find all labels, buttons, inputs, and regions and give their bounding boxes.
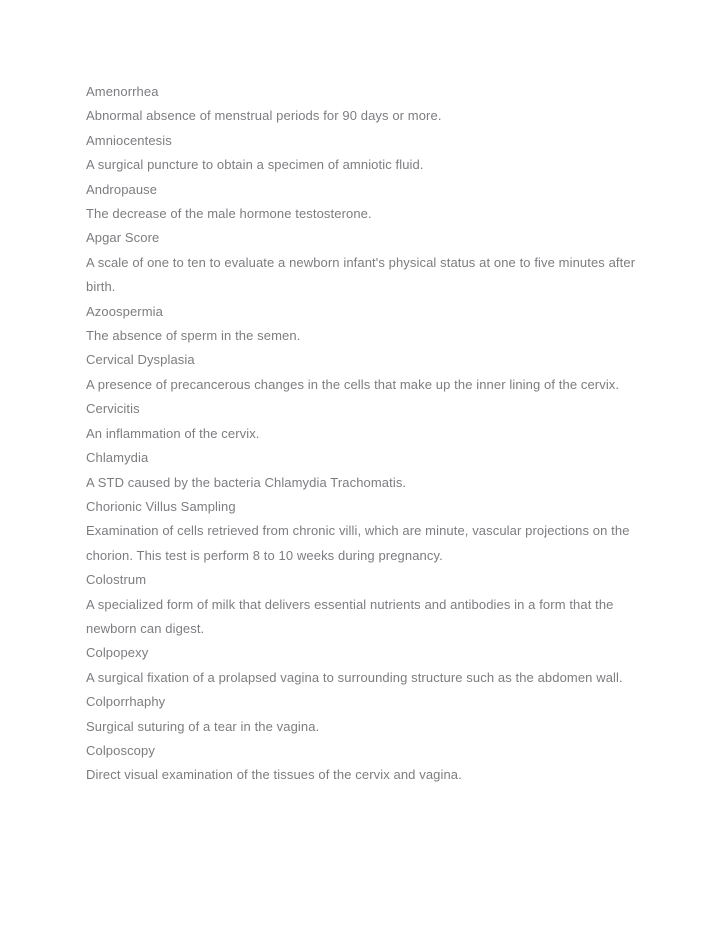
glossary-term: Colpopexy bbox=[86, 645, 149, 661]
glossary-term: Chorionic Villus Sampling bbox=[86, 498, 236, 514]
glossary-definition: Examination of cells retrieved from chronic villi, which are minute, vascular projections on the chorion. This test is perform 8 to 10 weeks during pregnancy. bbox=[86, 523, 630, 563]
glossary-term: Colposcopy bbox=[86, 742, 155, 758]
glossary-entry bbox=[86, 568, 639, 641]
glossary-entry bbox=[86, 495, 639, 568]
glossary-entry bbox=[86, 129, 639, 178]
glossary-term: Andropause bbox=[86, 181, 158, 197]
glossary-term: Apgar Score bbox=[86, 230, 160, 246]
glossary-entry bbox=[86, 80, 639, 129]
glossary-definition: Direct visual examination of the tissues of the cervix and vagina. bbox=[86, 767, 462, 783]
glossary-entry bbox=[86, 739, 639, 788]
glossary-term: Amenorrhea bbox=[86, 84, 159, 99]
glossary-definition: A specialized form of milk that delivers essential nutrients and antibodies in a form that the newborn can digest. bbox=[86, 596, 614, 636]
glossary-definition: A surgical puncture to obtain a specimen of amniotic fluid. bbox=[86, 157, 424, 173]
glossary-definition: A presence of precancerous changes in the cells that make up the inner lining of the cervix. bbox=[86, 376, 620, 392]
glossary-term: Azoospermia bbox=[86, 303, 163, 319]
glossary-term: Amniocentesis bbox=[86, 132, 172, 148]
glossary-definition: A surgical fixation of a prolapsed vagina to surrounding structure such as the abdomen wall. bbox=[86, 669, 623, 685]
glossary-definition: Abnormal absence of menstrual periods for 90 days or more. bbox=[86, 108, 442, 124]
glossary-term: Colporrhaphy bbox=[86, 694, 166, 710]
glossary-definition: The absence of sperm in the semen. bbox=[86, 328, 301, 344]
glossary-definition: A scale of one to ten to evaluate a newborn infant's physical status at one to five minutes after birth. bbox=[86, 254, 636, 295]
glossary-term: Cervicitis bbox=[86, 401, 140, 417]
glossary-entry bbox=[86, 446, 639, 495]
glossary-entry bbox=[86, 300, 639, 349]
glossary-entry bbox=[86, 641, 639, 690]
glossary-entry bbox=[86, 178, 639, 227]
glossary-term: Chlamydia bbox=[86, 450, 149, 466]
glossary-definition: A STD caused by the bacteria Chlamydia Trachomatis. bbox=[86, 474, 407, 490]
glossary-entry bbox=[86, 397, 639, 446]
glossary-definition: The decrease of the male hormone testosterone. bbox=[86, 206, 372, 222]
glossary-definition: Surgical suturing of a tear in the vagina. bbox=[86, 718, 320, 734]
glossary-list bbox=[86, 80, 639, 788]
glossary-term: Colostrum bbox=[86, 572, 147, 588]
glossary-definition: An inflammation of the cervix. bbox=[86, 425, 260, 441]
glossary-entry bbox=[86, 226, 639, 299]
glossary-term: Cervical Dysplasia bbox=[86, 352, 195, 368]
glossary-entry bbox=[86, 690, 639, 739]
glossary-entry bbox=[86, 348, 639, 397]
